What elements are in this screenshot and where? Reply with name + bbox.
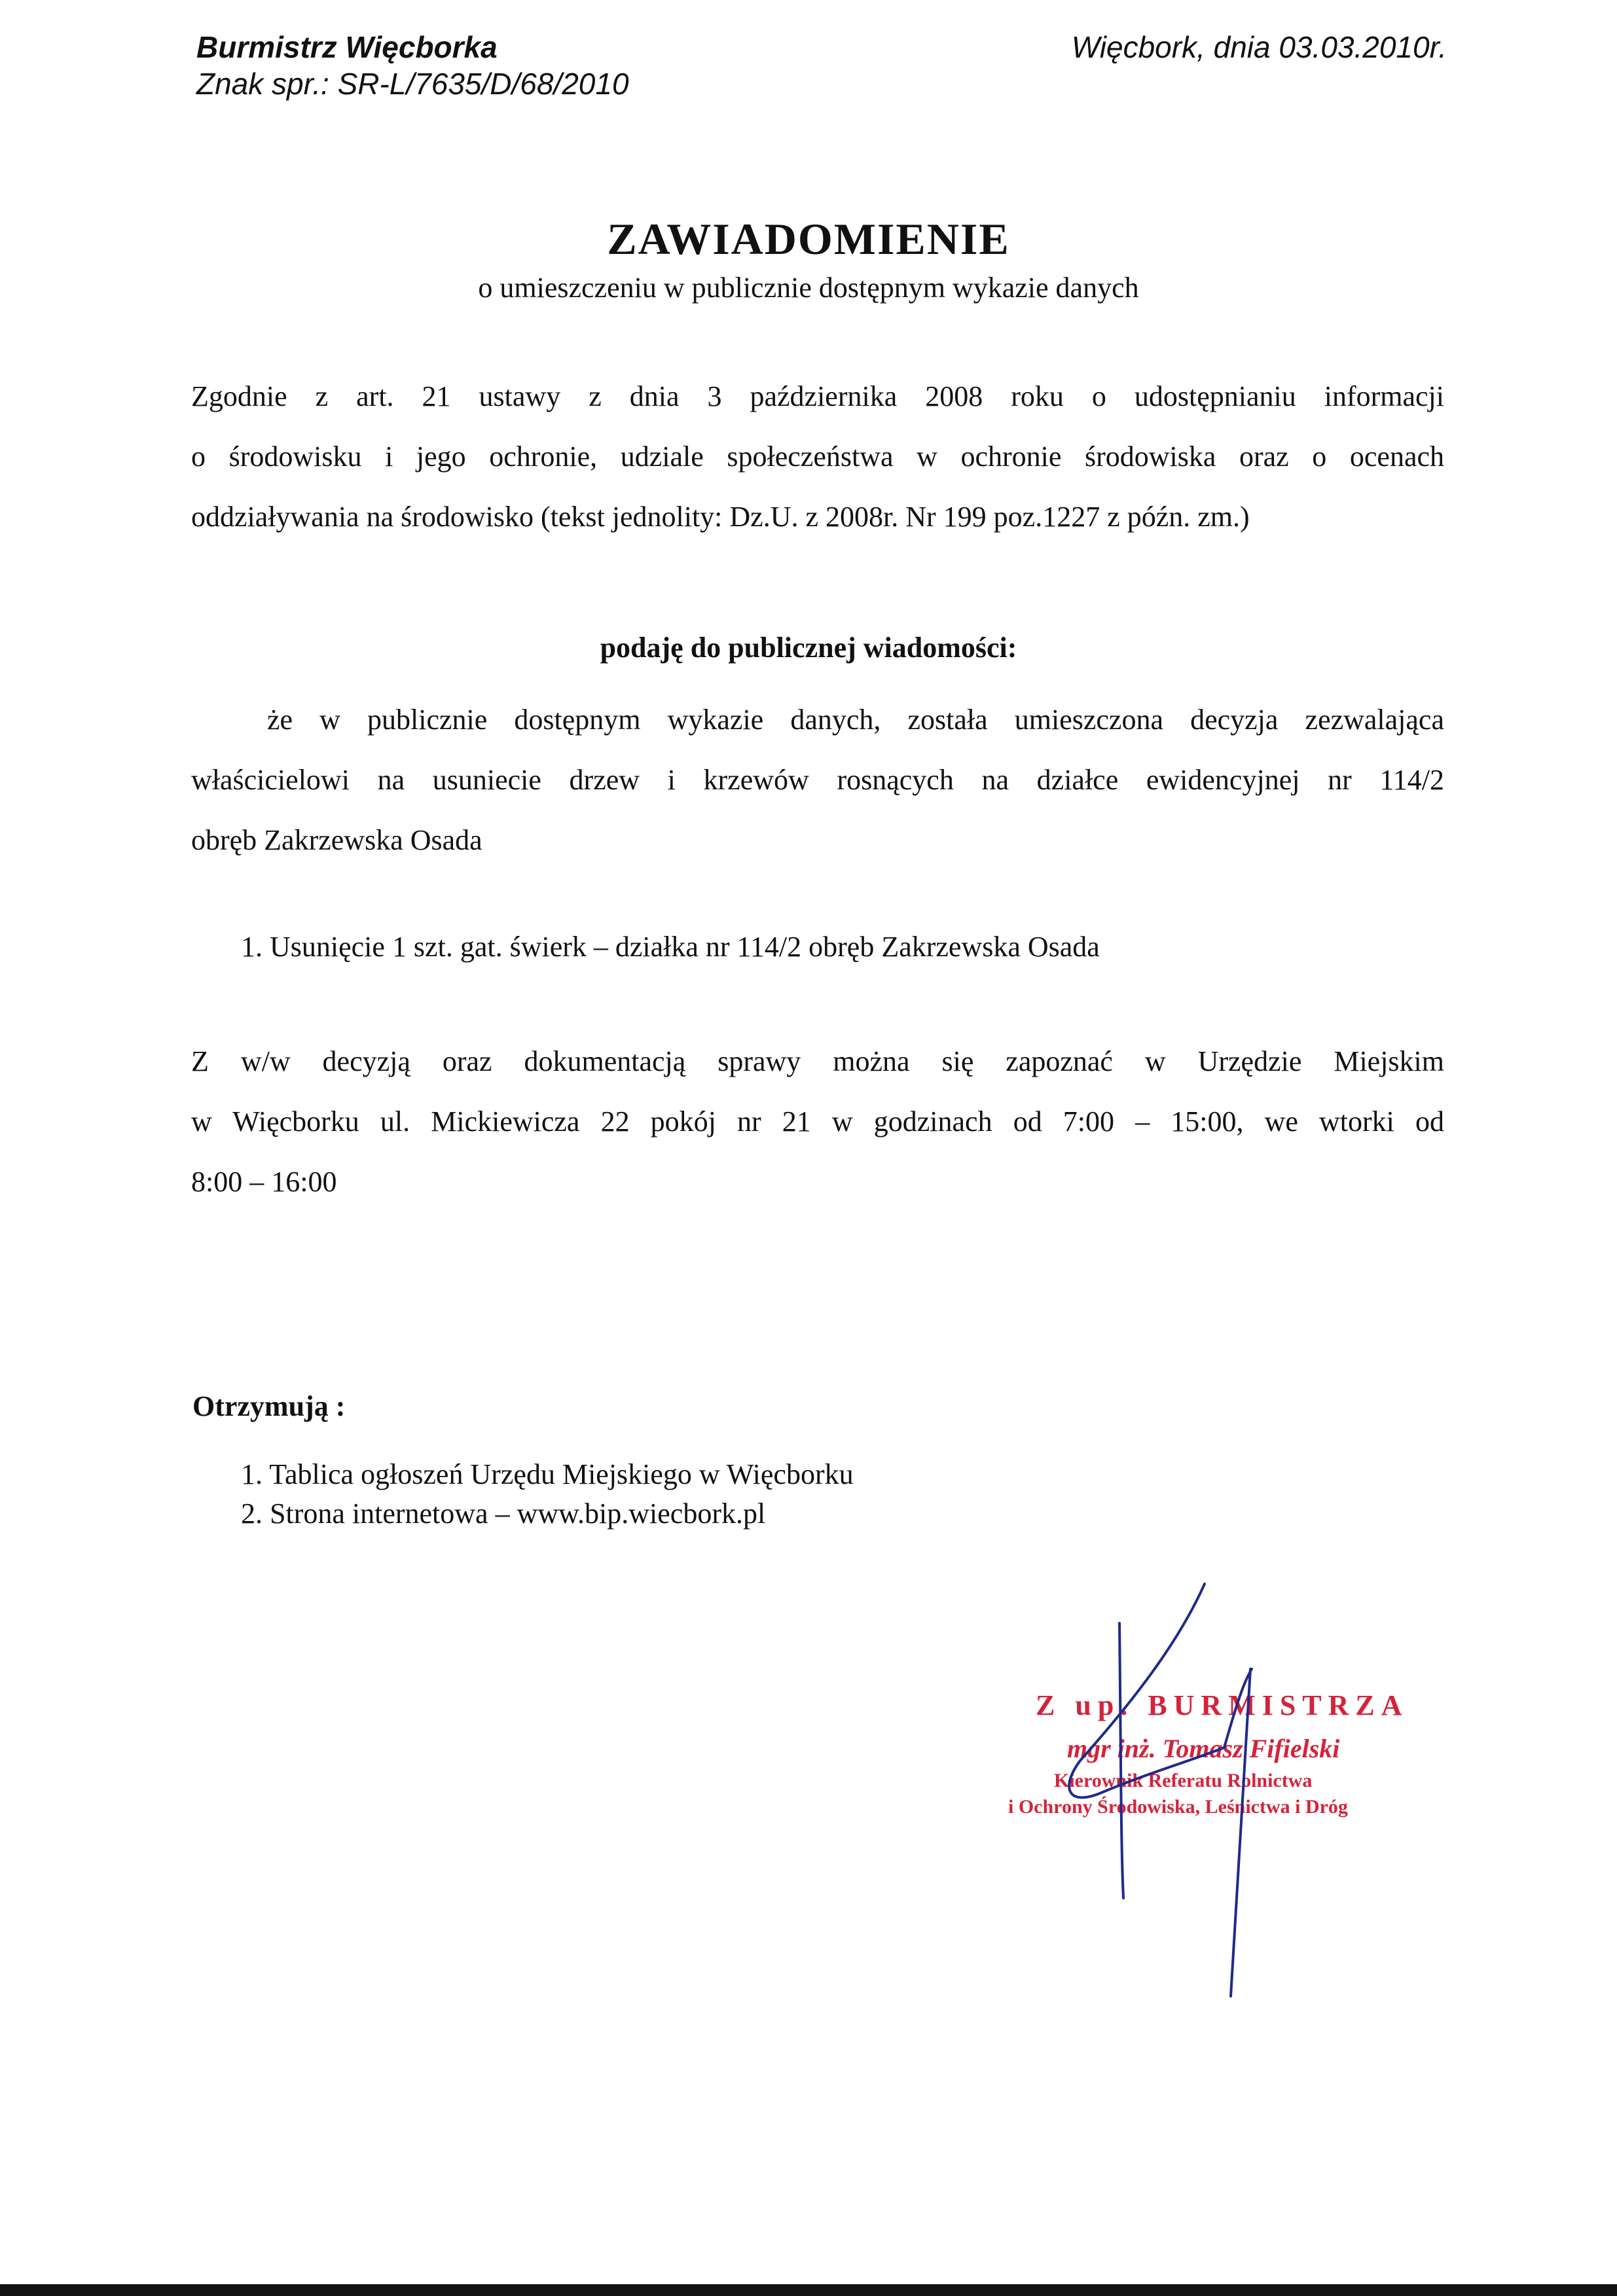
decision-item: 1. Usunięcie 1 szt. gat. świerk – działka nr 114/2 obręb Zakrzewska Osada (241, 931, 1100, 963)
body-line: właścicielowi na usuniecie drzew i krzewów rosnących na działce ewidencyjnej nr 114/2 (191, 764, 1444, 796)
intro-line: Zgodnie z art. 21 ustawy z dnia 3 października 2008 roku o udostępnianiu informacji (191, 380, 1444, 412)
announcement: podaję do publicznej wiadomości: (600, 632, 1017, 664)
place-date: Więcbork, dnia 03.03.2010r. (1071, 30, 1447, 64)
body-line: obręb Zakrzewska Osada (191, 824, 482, 856)
recipient-item: 1. Tablica ogłoszeń Urzędu Miejskiego w Więcborku (241, 1458, 854, 1490)
stamp-line: Z up. BURMISTRZA (1036, 1689, 1409, 1721)
issuer: Burmistrz Więcborka (196, 30, 498, 64)
info-paragraph (191, 1031, 1444, 1212)
recipients-heading: Otrzymują : (192, 1390, 346, 1422)
stamp-line: mgr inż. Tomasz Fifielski (1067, 1734, 1340, 1763)
signature (1008, 1571, 1414, 2016)
case-reference: Znak spr.: SR-L/7635/D/68/2010 (196, 67, 629, 101)
intro-paragraph (191, 367, 1444, 547)
info-line: 8:00 – 16:00 (191, 1166, 337, 1198)
document-subtitle: o umieszczeniu w publicznie dostępnym wykazie danych (478, 272, 1139, 304)
intro-line: oddziaływania na środowisko (tekst jednolity: Dz.U. z 2008r. Nr 199 poz.1227 z późn. zm.) (191, 501, 1250, 533)
body-paragraph (191, 690, 1444, 870)
recipient-item: 2. Strona internetowa – www.bip.wiecbork.pl (241, 1498, 766, 1530)
stamp-line: i Ochrony Środowiska, Leśnictwa i Dróg (1008, 1796, 1348, 1818)
scan-edge (0, 2284, 1617, 2296)
document-title: ZAWIADOMIENIE (607, 214, 1010, 264)
intro-line: o środowisku i jego ochronie, udziale społeczeństwa w ochronie środowiska oraz o ocenach (191, 440, 1444, 473)
info-line: Z w/w decyzją oraz dokumentacją sprawy można się zapoznać w Urzędzie Miejskim (191, 1045, 1444, 1077)
info-line: w Więcborku ul. Mickiewicza 22 pokój nr 21 w godzinach od 7:00 – 15:00, we wtorki od (191, 1105, 1444, 1138)
body-line: że w publicznie dostępnym wykazie danych, została umieszczona decyzja zezwalająca (267, 704, 1444, 736)
stamp-line: Kierownik Referatu Rolnictwa (1054, 1770, 1313, 1791)
